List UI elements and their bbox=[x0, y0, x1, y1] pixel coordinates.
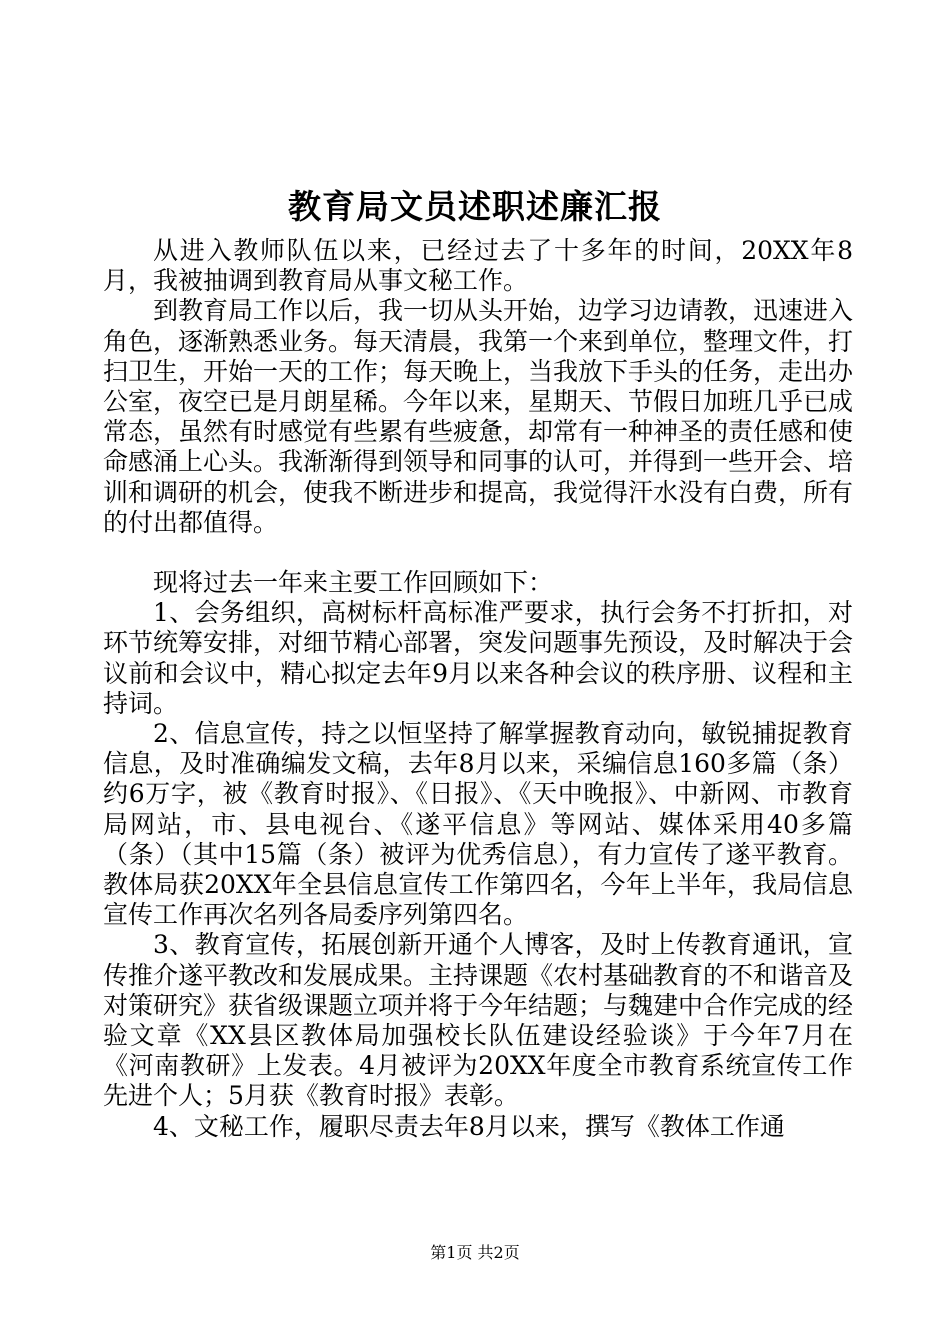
paragraph-review-intro: 现将过去一年来主要工作回顾如下： bbox=[153, 568, 554, 598]
paragraph-work-experience: 到教育局工作以后，我一切从头开始，边学习边请教，迅速进入角色，逐渐熟悉业务。每天清晨，我第一个来到单位，整理文件，打扫卫生，开始一天的工作；每天晚上，当我放下手头的任务，走出办公室，夜空已是月朗星稀。今年以来，星期天、节假日加班几乎已成常态，虽然有时感觉有些累有些疲惫，却常有一种神圣的责任感和使命感涌上心头。我渐渐得到领导和同事的认可，并得到一些开会、培训和调研的机会，使我不断进步和提高，我觉得汗水没有白费，所有的付出都值得。 bbox=[103, 296, 854, 537]
document-body bbox=[103, 236, 853, 1142]
paragraph-item-4: 4、文秘工作，履职尽责去年8月以来，撰写《教体工作通 bbox=[153, 1111, 785, 1141]
paragraph-item-3: 3、教育宣传，拓展创新开通个人博客，及时上传教育通讯，宣传推介遂平教改和发展成果。主持课题《农村基础教育的不和谐音及对策研究》获省级课题立项并将于今年结题；与魏建中合作完成的经验文章《XX县区教体局加强校长队伍建设经验谈》于今年7月在《河南教研》上发表。4月被评为20XX年度全市教育系统宣传工作先进个人；5月获《教育时报》表彰。 bbox=[103, 930, 854, 1111]
paragraph-item-1: 1、会务组织，高树标杆高标准严要求，执行会务不打折扣，对环节统筹安排，对细节精心部署，突发问题事先预设，及时解决于会议前和会议中，精心拟定去年9月以来各种会议的秩序册、议程和主持词。 bbox=[103, 598, 854, 718]
page-number-footer: 第1页 共2页 bbox=[430, 1243, 520, 1262]
paragraph-item-2: 2、信息宣传，持之以恒坚持了解掌握教育动向，敏锐捕捉教育信息，及时准确编发文稿，去年8月以来，采编信息160多篇（条）约6万字，被《教育时报》、《日报》、《天中晚报》、中新网、市教育局网站，市、县电视台、《遂平信息》等网站、媒体采用40多篇（条）（其中15篇（条）被评为优秀信息），有力宣传了遂平教育。教体局获20XX年全县信息宣传工作第四名，今年上半年，我局信息宣传工作再次名列各局委序列第四名。 bbox=[103, 719, 853, 930]
document-title: 教育局文员述职述廉汇报 bbox=[288, 187, 662, 226]
paragraph-intro: 从进入教师队伍以来，已经过去了十多年的时间，20XX年8月，我被抽调到教育局从事文秘工作。 bbox=[103, 236, 853, 296]
